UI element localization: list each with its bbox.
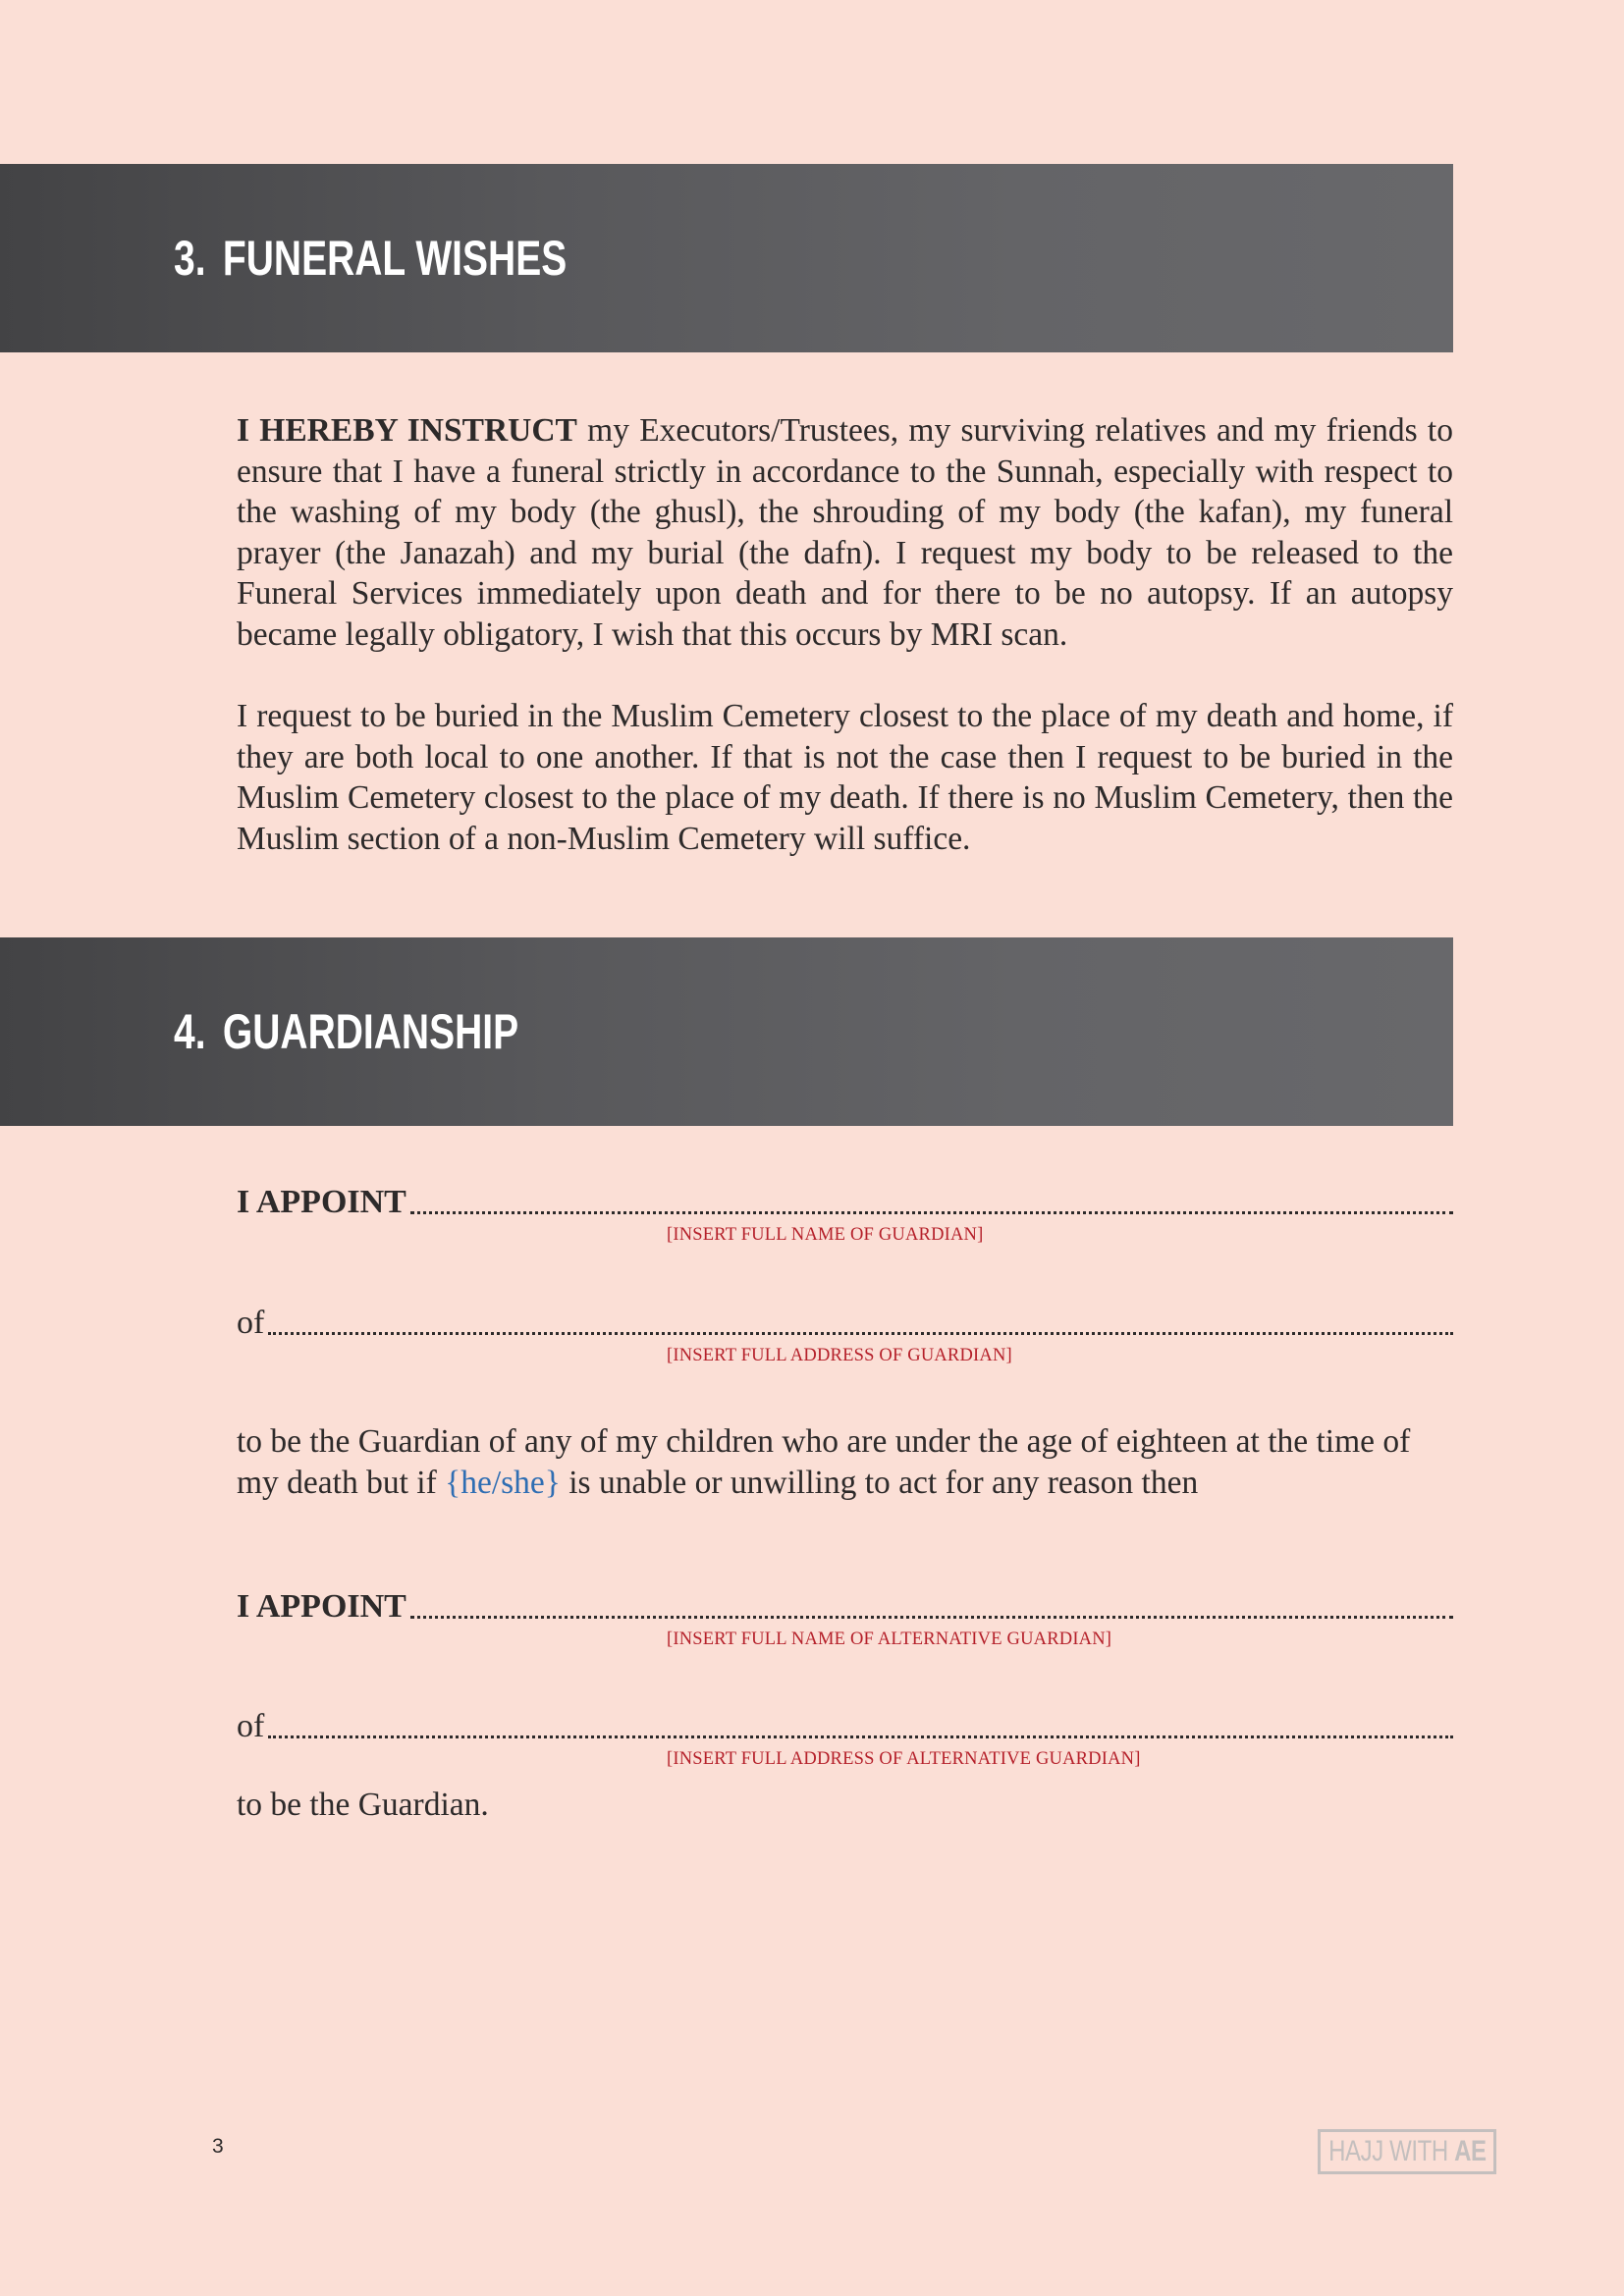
section-4-banner (0, 937, 1453, 1126)
hajj-with-ae-logo (1318, 2129, 1496, 2174)
funeral-instruction-body: my Executors/Trustees, my surviving relatives and my friends to ensure that I have a funeral strictly in accordance to the Sunnah, especially with respect to the washing of my body (the ghusl), the shrouding of my body (the kafan), my funeral prayer (the Janazah) and my burial (the dafn). I request my body to be released to the Funeral Services immediately upon death and for there to be no autopsy. If an autopsy became legally obligatory, I wish that this occurs by MRI scan. (237, 412, 1453, 653)
logo-text: HAJJ WITH (1327, 2135, 1454, 2167)
guardianship-condition-text-a: to be the Guardian of any of my children who are under the age of eighteen at the time of my death but if (237, 1423, 1411, 1501)
logo-bold-text: AE (1453, 2135, 1487, 2167)
section-3-banner (0, 164, 1453, 352)
funeral-instruction-lead: I HEREBY INSTRUCT (237, 412, 577, 449)
appoint-label: I APPOINT (237, 1588, 406, 1625)
alt-guardian-name-hint: [INSERT FULL NAME OF ALTERNATIVE GUARDIAN] (667, 1629, 1112, 1649)
burial-location-paragraph: I request to be buried in the Muslim Cemetery closest to the place of my death and home, if they are both local to one another. If that is not the case then I request to be buried in the Muslim Cemetery closest to the place of my death. If there is no Muslim Cemetery, then the Muslim section of a non-Muslim Cemetery will suffice. (237, 698, 1453, 857)
guardianship-closing: to be the Guardian. (237, 1787, 489, 1823)
section-3-number: 3. (174, 231, 206, 286)
alt-guardian-address-dotted-line[interactable] (268, 1735, 1453, 1738)
guardian-address-dotted-line[interactable] (268, 1332, 1453, 1335)
pronoun-placeholder[interactable]: {he/she} (445, 1464, 561, 1501)
guardian-name-hint: [INSERT FULL NAME OF GUARDIAN] (667, 1225, 984, 1245)
guardianship-condition-text-b: is unable or unwilling to act for any reason then (560, 1464, 1199, 1501)
guardian-address-hint: [INSERT FULL ADDRESS OF GUARDIAN] (667, 1346, 1012, 1365)
guardian-name-field[interactable] (237, 1179, 1453, 1222)
funeral-instruction-paragraph (237, 410, 1453, 656)
guardian-name-dotted-line[interactable] (410, 1211, 1453, 1214)
of-label: of (237, 1708, 265, 1744)
of-label: of (237, 1305, 265, 1341)
page-number: 3 (212, 2135, 224, 2158)
alt-guardian-name-field[interactable] (237, 1583, 1453, 1627)
section-3-title: FUNERAL WISHES (222, 231, 568, 286)
appoint-label: I APPOINT (237, 1184, 406, 1220)
section-3-heading (174, 164, 567, 352)
guardian-address-field[interactable] (237, 1300, 1453, 1343)
alt-guardian-name-dotted-line[interactable] (410, 1616, 1453, 1619)
guardianship-condition-paragraph (237, 1421, 1453, 1503)
section-4-title: GUARDIANSHIP (222, 1004, 519, 1059)
alt-guardian-address-field[interactable] (237, 1703, 1453, 1746)
section-4-number: 4. (174, 1004, 206, 1059)
alt-guardian-address-hint: [INSERT FULL ADDRESS OF ALTERNATIVE GUARDIAN] (667, 1749, 1141, 1769)
section-4-heading (174, 937, 518, 1126)
